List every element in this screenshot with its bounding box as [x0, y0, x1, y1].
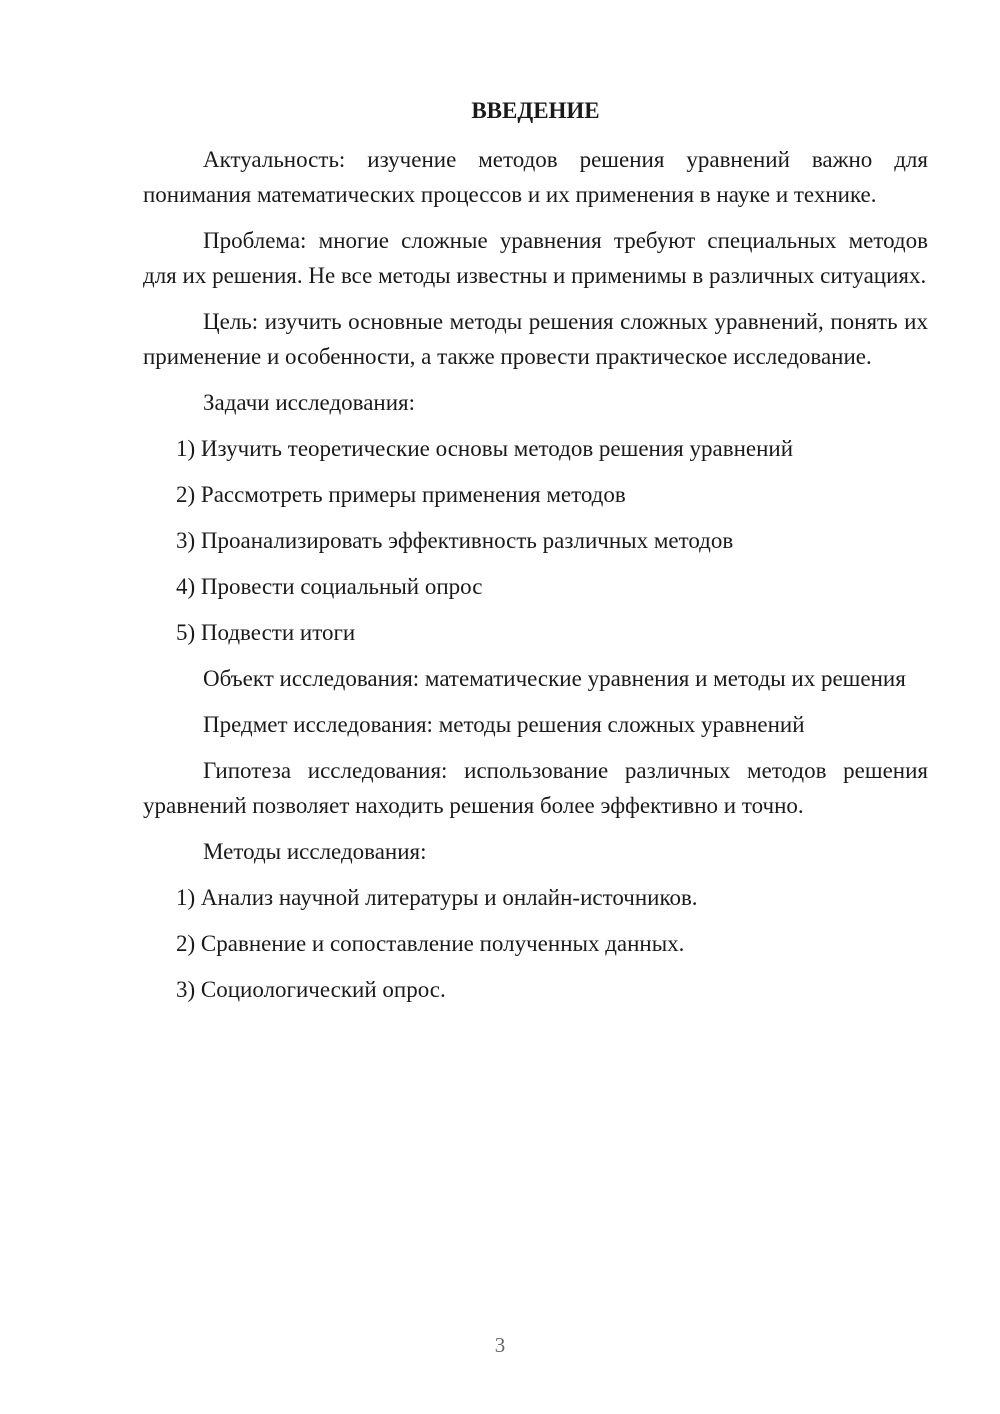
method-item-1: 1) Анализ научной литературы и онлайн-источников. [176, 885, 698, 910]
task-item-4: 4) Провести социальный опрос [176, 574, 483, 599]
task-item-5: 5) Подвести итоги [176, 620, 356, 645]
relevance-paragraph: Актуальность: изучение методов решения уравнений важно для понимания математических процессов и их применения в науке и технике. [143, 147, 928, 207]
object-paragraph: Объект исследования: математические уравнения и методы их решения [203, 666, 906, 691]
tasks-heading: Задачи исследования: [203, 390, 416, 415]
task-item-3: 3) Проанализировать эффективность различных методов [176, 528, 734, 553]
task-item-1: 1) Изучить теоретические основы методов решения уравнений [176, 436, 794, 461]
problem-paragraph: Проблема: многие сложные уравнения требуют специальных методов для их решения. Не все методы известны и применимы в различных ситуациях. [143, 228, 928, 288]
page-content [143, 96, 928, 1018]
hypothesis-paragraph: Гипотеза исследования: использование различных методов решения уравнений позволяет находить решения более эффективно и точно. [143, 758, 928, 818]
task-item-2: 2) Рассмотреть примеры применения методов [176, 482, 626, 507]
method-item-3: 3) Социологический опрос. [176, 977, 446, 1002]
methods-heading: Методы исследования: [203, 839, 427, 864]
subject-paragraph: Предмет исследования: методы решения сложных уравнений [203, 712, 805, 737]
method-item-2: 2) Сравнение и сопоставление полученных данных. [176, 931, 685, 956]
goal-paragraph: Цель: изучить основные методы решения сложных уравнений, понять их применение и особенности, а также провести практическое исследование. [143, 309, 928, 369]
section-title: ВВЕДЕНИЕ [471, 98, 600, 123]
page-number: 3 [494, 1333, 506, 1357]
